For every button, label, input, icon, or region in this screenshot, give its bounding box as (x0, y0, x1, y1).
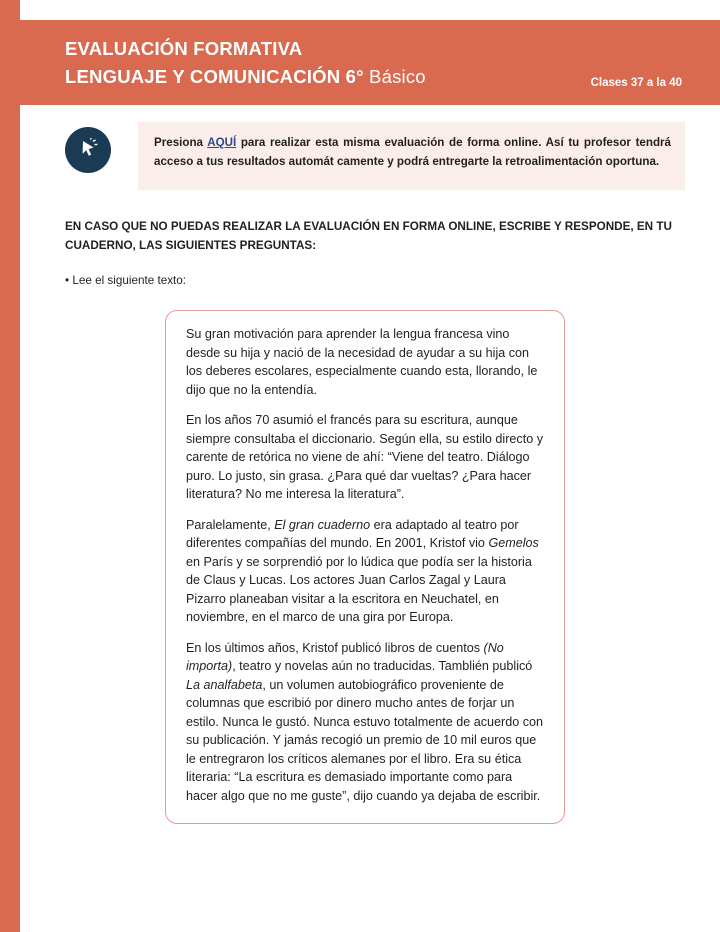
header-title-line2 (65, 66, 426, 88)
instructions-text: EN CASO QUE NO PUEDAS REALIZAR LA EVALUACIÓN EN FORMA ONLINE, ESCRIBE Y RESPONDE, EN TU CUADERNO, LAS SIGUIENTES PREGUNTAS: (65, 220, 672, 252)
notice-box (138, 122, 685, 190)
reading-text-run: , un volumen autobiográfico proveniente de columnas que escribió por dinero mucho antes de forjar un estilo. Nunca le gustó. Nunca estuvo totalmente de acuerdo con su publicación. Y jamás recogió un premio de 10 mil euros que le entregraron los críticos alemanes por el libro. Era su ética literaria: “La escritura es demasiado importante como para hacer algo que no me guste”, dijo cuando ya dejaba de escribir. (186, 677, 544, 803)
notice-text-before: Presiona (154, 136, 208, 149)
reading-text-card (165, 310, 565, 824)
reading-paragraph (186, 639, 544, 806)
read-text-bullet: • Lee el siguiente texto: (65, 274, 187, 287)
reading-text-run: en París y se sorprendió por lo lúdica que podía ser la historia de Claus y Lucas. Los actores Juan Carlos Zagal y Laura Pizarro planeaban visitar a la escritora en Neuchatel, en noviembre, en el marco de una gira por Europa. (186, 554, 532, 624)
online-evaluation-link[interactable]: AQUÍ (207, 136, 237, 149)
reading-text-run: era adaptado al teatro por diferentes compañías del mundo. En 2001, Kristof vio (186, 517, 519, 550)
reading-text-run: Su gran motivación para aprender la lengua francesa vino desde su hija y nació de la necesidad de ayudar a su hija con los deberes escolares, especialmente cuando esta, llorando, le dijo que no la entendía. (186, 327, 538, 397)
reading-text-run: , teatro y novelas aún no traducidas. Tamblién publicó (232, 659, 533, 673)
reading-text-run: En los años 70 asumió el francés para su escritura, aunque siempre consultaba el diccionario. Según ella, su estilo directo y carente de retórica no viene de ahí: “Viene del teatro. Diálogo puro. Lo justo, sin grasa. ¿Para qué dar vueltas? ¿Para hacer literatura? No me interesa la literatura”. (186, 413, 544, 501)
header-title-line1: EVALUACIÓN FORMATIVA (65, 38, 303, 59)
notice-text-after: para realizar esta misma evaluación de forma online. Así tu profesor tendrá acceso a tus resultados automát camente y podrá entregarte la retroalimentación oportuna. (154, 136, 672, 168)
reading-title-italic: Gemelos (488, 536, 539, 550)
header-classes-label: Clases 37 a la 40 (590, 77, 682, 89)
reading-text-run: En los últimos años, Kristof publicó libros de cuentos (186, 640, 484, 655)
page-header (20, 20, 720, 105)
online-notice (65, 122, 685, 192)
cursor-click-icon (65, 127, 111, 173)
notice-text (154, 134, 671, 172)
header-subject: LENGUAJE Y COMUNICACIÓN 6° (65, 66, 370, 87)
left-accent-bar (0, 0, 20, 932)
reading-title-italic: La analfabeta (186, 677, 263, 692)
reading-paragraph (186, 516, 544, 627)
header-level: Básico (369, 66, 426, 87)
reading-paragraph (186, 411, 544, 504)
reading-title-italic: (No importa) (186, 640, 504, 673)
reading-paragraph (186, 325, 544, 399)
reading-text-run: Paralelamente, (186, 517, 275, 532)
reading-title-italic: El gran cuaderno (274, 517, 371, 532)
page-content (20, 0, 720, 932)
